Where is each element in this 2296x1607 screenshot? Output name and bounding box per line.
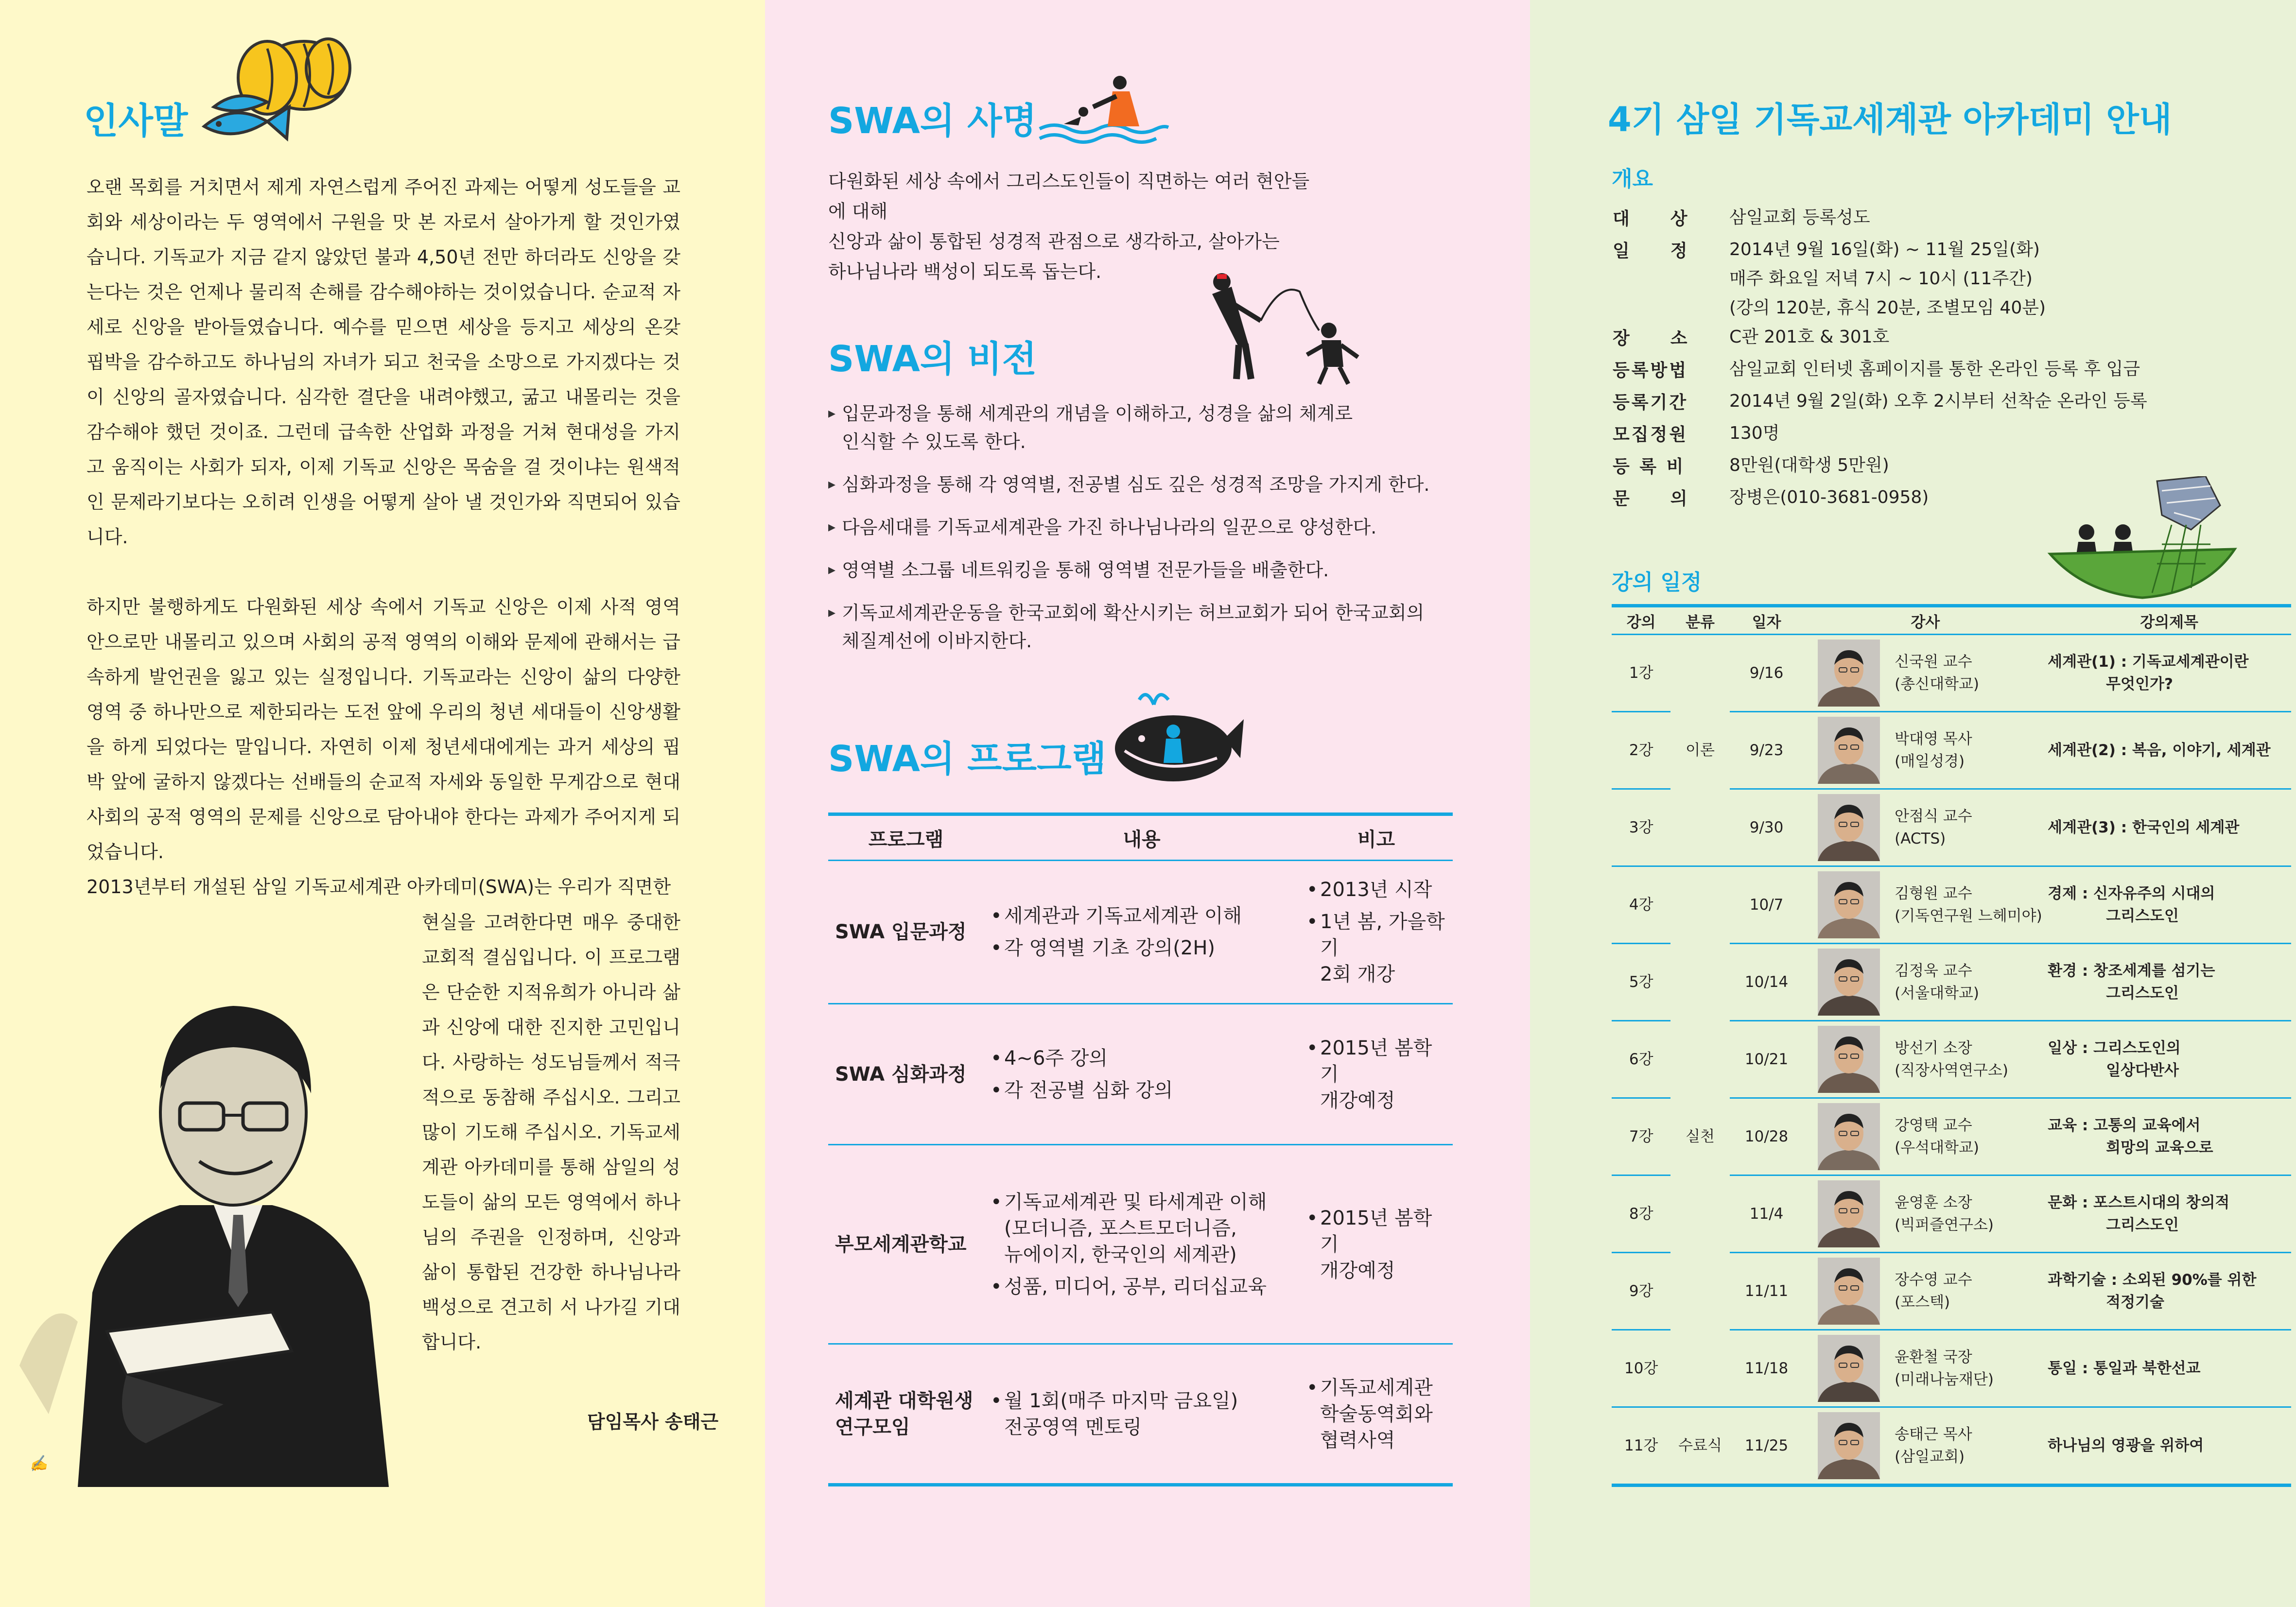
greeting-panel xyxy=(0,0,765,1607)
lecture-title-line: 일상 : 그리스도인의 xyxy=(2048,1039,2181,1057)
lecture-number: 6강 xyxy=(1612,1021,1670,1098)
overview-row: 장 소 C관 201호 & 301호 xyxy=(1613,327,1890,348)
lecture-title-line: 세계관(1) : 기독교세계관이란 xyxy=(2048,653,2249,671)
lecture-date: 10/7 xyxy=(1730,866,1804,944)
lecturer-photo-cell xyxy=(1803,1330,1894,1407)
schedule-heading: 강의 일정 xyxy=(1612,570,1702,595)
lecture-title-line: 하나님의 영광을 위하여 xyxy=(2048,1437,2204,1454)
lecturer-info xyxy=(1894,1407,2047,1486)
program-heading: SWA의 프로그램 xyxy=(828,738,1107,780)
mission-heading: SWA의 사명 xyxy=(828,100,1037,142)
program-table xyxy=(828,812,1453,1486)
lecturer-photo-cell xyxy=(1803,1175,1894,1253)
fish-bread-icon xyxy=(194,29,360,160)
greeting-paragraph-3-lead: 2013년부터 개설된 삼일 기독교세계관 아카데미(SWA)는 우리가 직면한 xyxy=(87,876,671,898)
lecture-title xyxy=(2047,712,2291,789)
mission-line: 하나님나라 백성이 되도록 돕는다. xyxy=(828,261,1102,282)
lecture-date: 10/21 xyxy=(1730,1021,1804,1098)
overview-row: 등록방법 삼일교회 인터넷 홈페이지를 통한 온라인 등록 후 입금 xyxy=(1613,359,2140,380)
fishing-boat-icon xyxy=(2045,476,2240,603)
program-row xyxy=(828,861,1453,1004)
overview-row: 모집정원 130명 xyxy=(1613,423,1780,445)
lecturer-photo xyxy=(1818,639,1880,707)
overview-row: 문 의 장병은(010-3681-0958) xyxy=(1613,487,1929,509)
lecturer-photo xyxy=(1818,1026,1880,1093)
lecturer-info xyxy=(1894,944,2047,1021)
program-col-header: 내용 xyxy=(984,814,1300,861)
lecturer-org: (포스텍) xyxy=(1895,1294,1950,1311)
greeting-paragraph-2: 하지만 불행하게도 다원화된 세상 속에서 기독교 신앙은 이제 사적 영역 안으로만 내몰리고 있으며 사회의 공적 영역의 이해와 문제에 관해서는 급속하게 발언권을 잃고 있는 실정입니다. 기독교라는 신앙이 삶의 다양한 영역 중 하나만으로 제한되라는 도전 앞에 우리의 청년 세대들이 신앙생활을 하게 되었다는 말입니다. 자연히 이제 청년세대에게는 과거 세상의 핍박 앞에 굴하지 않겠다는 선배들의 순교적 자세와 동일한 무게감으로 현대 사회의 공적 영역의 문제를 신앙으로 담아내야 한다는 과제가 주어지게 되었습니다. xyxy=(87,596,680,863)
lecturer-photo-cell xyxy=(1803,1098,1894,1175)
mentor-icon xyxy=(1202,262,1382,389)
lecturer-org: (직장사역연구소) xyxy=(1895,1062,2008,1079)
lecture-category: 수료식 xyxy=(1670,1407,1729,1486)
schedule-row xyxy=(1612,866,2291,944)
lecture-title-line: 교육 : 고통의 교육에서 xyxy=(2048,1117,2201,1134)
pastor-portrait xyxy=(19,952,418,1487)
program-content: • 4~6주 강의 • 각 전공별 심화 강의 xyxy=(984,1004,1300,1145)
lecture-title xyxy=(2047,789,2291,866)
lecturer-name: 강영택 교수 xyxy=(1895,1117,1972,1134)
lecture-number: 3강 xyxy=(1612,789,1670,866)
lecturer-photo xyxy=(1818,1180,1880,1247)
lecture-title-line: 무엇인가? xyxy=(2106,675,2173,693)
lecturer-org: (삼일교회) xyxy=(1895,1448,1965,1466)
schedule-table xyxy=(1612,604,2291,1487)
program-note: • 2015년 봄학기 개강예정 xyxy=(1300,1004,1453,1145)
lecture-number: 10강 xyxy=(1612,1330,1670,1407)
mission-line: 다원화된 세상 속에서 그리스도인들이 직면하는 여러 현안들에 대해 xyxy=(828,171,1310,222)
lecture-title xyxy=(2047,1098,2291,1175)
program-col-header: 비고 xyxy=(1300,814,1453,861)
academy-heading: 4기 삼일 기독교세계관 아카데미 안내 xyxy=(1608,100,2172,139)
lecturer-org: (미래나눔재단) xyxy=(1895,1371,1994,1388)
overview-row: 일 정 2014년 9월 16일(화) ~ 11월 25일(화) 매주 화요일 저녁 7시 ~ 10시 (11주간) (강의 120분, 휴식 20분, 조별모임 40분) xyxy=(1613,240,2046,318)
lecture-title-line: 경제 : 신자유주의 시대의 xyxy=(2048,885,2215,902)
lecture-number: 11강 xyxy=(1612,1407,1670,1486)
lecture-title-line: 그리스도인 xyxy=(2106,1216,2179,1234)
lecturer-name: 안점식 교수 xyxy=(1895,808,1972,825)
lecturer-photo-cell xyxy=(1803,789,1894,866)
vision-heading: SWA의 비전 xyxy=(828,338,1037,380)
lecturer-info xyxy=(1894,1175,2047,1253)
lecture-title-line: 세계관(3) : 한국인의 세계관 xyxy=(2048,819,2240,836)
lecture-title-line: 통일 : 통일과 북한선교 xyxy=(2048,1360,2201,1377)
lecturer-name: 신국원 교수 xyxy=(1895,653,1972,671)
overview-table xyxy=(1613,203,2147,515)
lecturer-org: (매일성경) xyxy=(1895,753,1965,770)
lecture-title xyxy=(2047,635,2291,712)
overview-row: 대 상 삼일교회 등록성도 xyxy=(1613,207,1870,229)
lecture-title xyxy=(2047,1253,2291,1330)
lecturer-name: 박대영 목사 xyxy=(1895,730,1972,748)
vision-item: ▸ 기독교세계관운동을 한국교회에 확산시키는 허브교회가 되어 한국교회의 체질계선에 이바지한다. xyxy=(828,599,1436,655)
program-row xyxy=(828,1344,1453,1485)
mission-line: 신앙과 삶이 통합된 성경적 관점으로 생각하고, 살아가는 xyxy=(828,231,1280,252)
lecturer-photo xyxy=(1818,1335,1880,1402)
overview-row: 등록기간 2014년 9월 2일(화) 오후 2시부터 선착순 온라인 등록 xyxy=(1613,391,2147,413)
greeting-paragraph-3: 현실을 고려한다면 매우 중대한 교회적 결심입니다. 이 프로그램은 단순한 지적유희가 아니라 삶과 신앙에 대한 진지한 고민입니다. 사랑하는 성도님들께서 적극적으로 동참해 주십시오. 그리고 많이 기도해 주십시오. 기독교세계관 아카데미를 통해 삼일의 성도들이 삶의 모든 영역에서 하나님의 주권을 인정하며, 신앙과 삶이 통합된 건강한 하나님나라백성으로 견고히 서 나가길 기대합니다. xyxy=(422,912,680,1353)
lecturer-info xyxy=(1894,1021,2047,1098)
lecture-number: 4강 xyxy=(1612,866,1670,944)
lecturer-photo-cell xyxy=(1803,712,1894,789)
program-name: 세계관 대학원생 연구모임 xyxy=(828,1344,984,1485)
lecture-number: 1강 xyxy=(1612,635,1670,712)
lecturer-name: 윤영훈 소장 xyxy=(1895,1194,1972,1211)
lecture-title xyxy=(2047,866,2291,944)
schedule-row xyxy=(1612,1407,2291,1486)
lecture-title-line: 환경 : 창조세계를 섬기는 xyxy=(2048,962,2215,980)
vision-item: ▸ 영역별 소그룹 네트워킹을 통해 영역별 전문가들을 배출한다. xyxy=(828,556,1436,584)
program-content: • 세계관과 기독교세계관 이해 • 각 영역별 기초 강의(2H) xyxy=(984,861,1300,1004)
schedule-col-header: 분류 xyxy=(1670,606,1729,635)
lecturer-photo xyxy=(1818,1412,1880,1479)
program-col-header: 프로그램 xyxy=(828,814,984,861)
lecturer-name: 김형원 교수 xyxy=(1895,885,1972,902)
lecture-title-line: 그리스도인 xyxy=(2106,985,2179,1002)
greeting-body xyxy=(87,170,680,904)
lecturer-photo xyxy=(1818,717,1880,784)
lecturer-photo-cell xyxy=(1803,1021,1894,1098)
lecture-title-line: 일상다반사 xyxy=(2106,1062,2179,1079)
lecturer-info xyxy=(1894,789,2047,866)
program-name: SWA 심화과정 xyxy=(828,1004,984,1145)
program-name: SWA 입문과정 xyxy=(828,861,984,1004)
lecturer-org: (우석대학교) xyxy=(1895,1139,1980,1157)
lecturer-org: (ACTS) xyxy=(1895,830,1946,847)
overview-row: 등 록 비 8만원(대학생 5만원) xyxy=(1613,455,1889,477)
lecture-title-line: 그리스도인 xyxy=(2106,907,2179,925)
lecture-title-line: 과학기술 : 소외된 90%를 위한 xyxy=(2048,1271,2257,1289)
lecturer-photo xyxy=(1818,1103,1880,1170)
program-name: 부모세계관학교 xyxy=(828,1145,984,1344)
lecturer-photo xyxy=(1818,1258,1880,1325)
lecture-category: 이론 xyxy=(1670,635,1729,866)
schedule-col-header: 강의 xyxy=(1612,606,1670,635)
lecturer-name: 방선기 소장 xyxy=(1895,1039,1972,1057)
schedule-row xyxy=(1612,635,2291,712)
schedule-col-header: 일자 xyxy=(1730,606,1804,635)
lecture-date: 9/23 xyxy=(1730,712,1804,789)
lecture-title xyxy=(2047,1175,2291,1253)
lecture-title-line: 적정기술 xyxy=(2106,1294,2164,1311)
vision-item: ▸ 입문과정을 통해 세계관의 개념을 이해하고, 성경을 삶의 체계로 인식할 수 있도록 한다. xyxy=(828,399,1436,456)
lecture-date: 11/18 xyxy=(1730,1330,1804,1407)
schedule-col-header: 강의제목 xyxy=(2047,606,2291,635)
overview-heading: 개요 xyxy=(1612,167,1653,191)
lecturer-name: 송태근 목사 xyxy=(1895,1426,1972,1443)
lecturer-photo-cell xyxy=(1803,866,1894,944)
lecture-title xyxy=(2047,944,2291,1021)
lecturer-org: (빅퍼즐연구소) xyxy=(1895,1216,1994,1234)
program-row xyxy=(828,1145,1453,1344)
program-content: • 기독교세계관 및 타세계관 이해 (모더니즘, 포스트모더니즘, 뉴에이지, 한국인의 세계관) • 성품, 미디어, 공부, 리더십교육 xyxy=(984,1145,1300,1344)
lecturer-photo-cell xyxy=(1803,635,1894,712)
lecturer-photo xyxy=(1818,871,1880,938)
lecture-title-line: 세계관(2) : 복음, 이야기, 세계관 xyxy=(2048,742,2271,759)
lecturer-info xyxy=(1894,1330,2047,1407)
lecture-number: 8강 xyxy=(1612,1175,1670,1253)
lecture-category: 실천 xyxy=(1670,866,1729,1407)
lecturer-info xyxy=(1894,1098,2047,1175)
lecturer-org: (기독연구원 느헤미야) xyxy=(1895,907,2042,925)
vision-item: ▸ 심화과정을 통해 각 영역별, 전공별 심도 깊은 성경적 조망을 가지게 한다. xyxy=(828,470,1436,499)
lecturer-photo-cell xyxy=(1803,1253,1894,1330)
lecturer-info xyxy=(1894,635,2047,712)
swa-panel xyxy=(765,0,1530,1607)
vision-item: ▸ 다음세대를 기독교세계관을 가진 하나님나라의 일꾼으로 양성한다. xyxy=(828,513,1436,541)
program-row xyxy=(828,1004,1453,1145)
lecture-title xyxy=(2047,1330,2291,1407)
greeting-heading: 인사말 xyxy=(84,100,188,142)
academy-panel xyxy=(1530,0,2296,1607)
lecturer-info xyxy=(1894,712,2047,789)
rescue-icon xyxy=(1035,73,1171,146)
lecture-date: 9/30 xyxy=(1730,789,1804,866)
lecture-title-line: 희망의 교육으로 xyxy=(2106,1139,2213,1157)
lecture-number: 7강 xyxy=(1612,1098,1670,1175)
lecture-date: 9/16 xyxy=(1730,635,1804,712)
lecture-number: 2강 xyxy=(1612,712,1670,789)
lecture-number: 5강 xyxy=(1612,944,1670,1021)
lecture-date: 11/11 xyxy=(1730,1253,1804,1330)
lecture-title xyxy=(2047,1407,2291,1486)
lecture-title-line: 문화 : 포스트시대의 창의적 xyxy=(2048,1194,2230,1211)
program-note: • 기독교세계관 학술동역회와 협력사역 xyxy=(1300,1344,1453,1485)
lecturer-info xyxy=(1894,866,2047,944)
lecturer-name: 장수영 교수 xyxy=(1895,1271,1972,1289)
lecturer-photo xyxy=(1818,949,1880,1016)
lecturer-name: 김정욱 교수 xyxy=(1895,962,1972,980)
schedule-col-header: 강사 xyxy=(1803,606,2047,635)
program-content: • 월 1회(매주 마지막 금요일) 전공영역 멘토링 xyxy=(984,1344,1300,1485)
lecturer-photo-cell xyxy=(1803,944,1894,1021)
lecturer-org: (서울대학교) xyxy=(1895,985,1980,1002)
lecture-date: 11/4 xyxy=(1730,1175,1804,1253)
lecturer-name: 윤환철 국장 xyxy=(1895,1348,1972,1366)
whale-icon xyxy=(1105,685,1246,787)
lecture-title xyxy=(2047,1021,2291,1098)
lecture-date: 10/28 xyxy=(1730,1098,1804,1175)
lecturer-org: (총신대학교) xyxy=(1895,675,1980,693)
greeting-paragraph-1: 오랜 목회를 거치면서 제게 자연스럽게 주어진 과제는 어떻게 성도들을 교회와 세상이라는 두 영역에서 구원을 맛 본 자로서 살아가게 할 것인가였습니다. 기독교가 지금 같지 않았던 불과 4,50년 전만 하더라도 신앙을 갖는다는 것은 언제나 물리적 손해를 감수해야하는 것이었습니다. 순교적 자세로 신앙을 받아들였습니다. 예수를 믿으면 세상을 등지고 세상의 온갖 핍박을 감수하고도 하나님의 자녀가 되고 천국을 소망으로 가지겠다는 것이 신앙의 골자였습니다. 심각한 결단을 내려야했고, 굶고 내몰리는 것을 감수해야 했던 것이죠. 그런데 급속한 산업화 과정을 거쳐 현대성을 가지고 움직이는 사회가 되자, 이제 기독교 신앙은 목숨을 걸 것이냐는 원색적인 문제라기보다는 오히려 인생을 어떻게 살아 낼 것인가와 직면되어 있습니다. xyxy=(87,176,680,548)
lecture-date: 10/14 xyxy=(1730,944,1804,1021)
program-note: • 2013년 시작 • 1년 봄, 가을학기 2회 개강 xyxy=(1300,861,1453,1004)
vision-list xyxy=(828,399,1436,670)
lecture-number: 9강 xyxy=(1612,1253,1670,1330)
artist-signature: ✍ xyxy=(28,1454,49,1474)
lecturer-photo-cell xyxy=(1803,1407,1894,1486)
lecture-date: 11/25 xyxy=(1730,1407,1804,1486)
lecturer-photo xyxy=(1818,794,1880,861)
greeting-signature: 담임목사 송태근 xyxy=(587,1411,719,1433)
program-note: • 2015년 봄학기 개강예정 xyxy=(1300,1145,1453,1344)
lecturer-info xyxy=(1894,1253,2047,1330)
